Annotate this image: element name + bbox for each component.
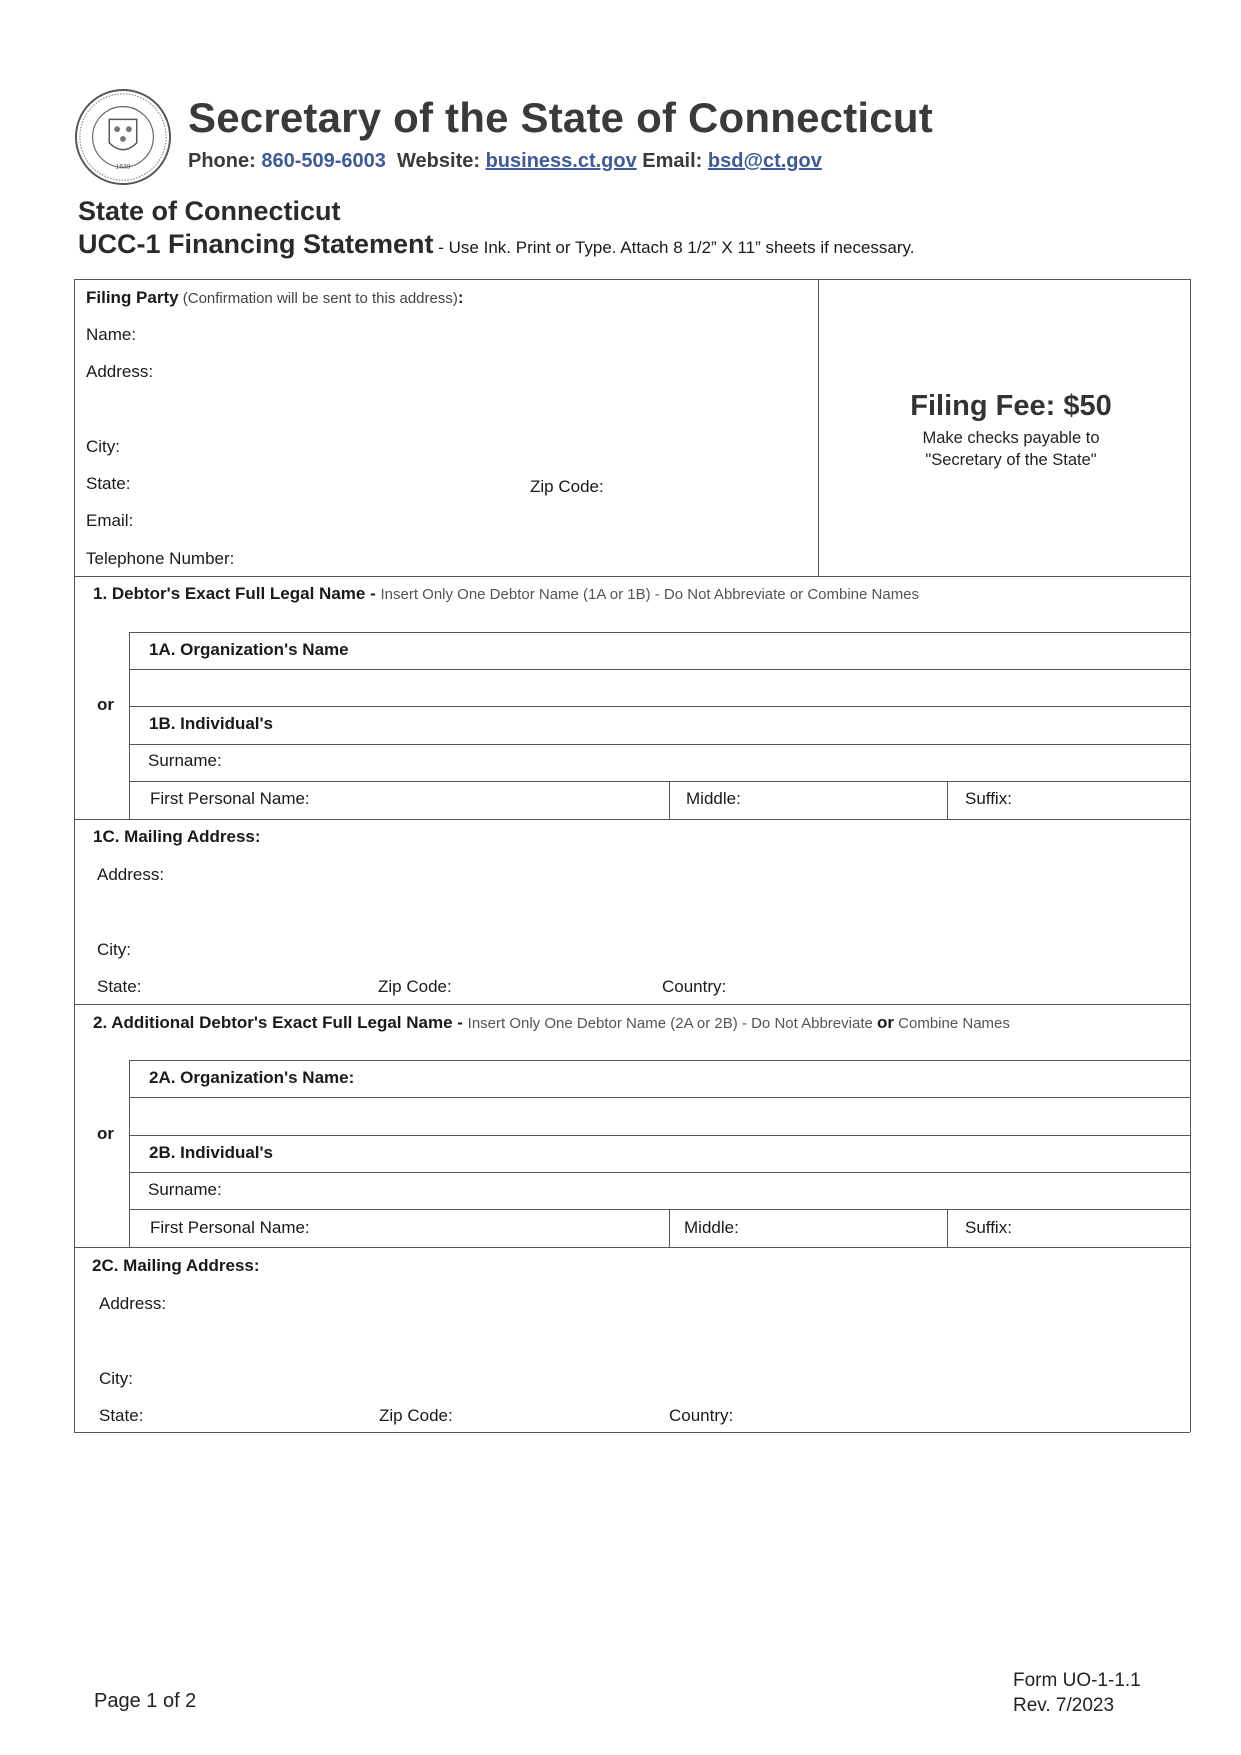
form-note: - Use Ink. Print or Type. Attach 8 1/2” X 11” sheets if necessary. [433,238,915,257]
debtor1-middle-field[interactable]: Middle: [686,789,741,808]
filing-telephone-field[interactable]: Telephone Number: [86,549,235,568]
debtor2-first-name-field[interactable]: First Personal Name: [150,1218,310,1237]
mailing1-address-field[interactable]: Address: [97,865,165,884]
svg-text:1639: 1639 [115,164,131,171]
debtor2-title: 2. Additional Debtor's Exact Full Legal Name - [93,1013,468,1032]
mailing2-country-field[interactable]: Country: [669,1406,734,1425]
website-link[interactable]: business.ct.gov [485,150,637,172]
page-number: Page 1 of 2 [94,1690,197,1712]
phone-label: Phone: [188,150,256,172]
debtor1-suffix-field[interactable]: Suffix: [965,789,1012,808]
mailing2-state-field[interactable]: State: [99,1406,144,1425]
email-label: Email: [642,150,703,172]
filing-fee-title: Filing Fee: $50 [910,390,1112,422]
form-name: UCC-1 Financing Statement [78,229,434,259]
debtor1-first-name-field[interactable]: First Personal Name: [150,789,310,808]
debtor1-or: or [97,695,114,714]
debtor2-surname-field[interactable]: Surname: [148,1180,222,1199]
filing-party-heading [86,288,464,308]
phone-number: 860-509-6003 [261,150,386,172]
mailing2-zip-field[interactable]: Zip Code: [379,1406,453,1425]
mailing1-country-field[interactable]: Country: [662,977,727,996]
debtor2-or: or [97,1124,114,1143]
email-link[interactable]: bsd@ct.gov [707,150,822,172]
revision-date: Rev. 7/2023 [1013,1695,1115,1716]
filing-fee-note [826,427,1196,471]
form-number: Form UO-1-1.1 [1013,1670,1141,1691]
state-seal-icon [74,88,172,186]
debtor2-org-name-label: 2A. Organization's Name: [149,1068,355,1087]
mailing1-state-field[interactable]: State: [97,977,142,996]
debtor2-instruction-a: Insert Only One Debtor Name (2A or 2B) - Do Not Abbreviate [467,1015,877,1032]
debtor1-individual-label: 1B. Individual's [149,714,274,733]
filing-email-field[interactable]: Email: [86,511,134,530]
debtor2-instruction-or: or [877,1013,894,1032]
debtor2-heading [93,1013,1010,1033]
debtor1-instruction: Insert Only One Debtor Name (1A or 1B) - Do Not Abbreviate or Combine Names [380,586,920,603]
debtor2-suffix-field[interactable]: Suffix: [965,1218,1012,1237]
contact-line [188,150,822,173]
state-heading: State of Connecticut [78,196,341,226]
fee-note-line2: "Secretary of the State" [925,451,1097,469]
mailing2-heading: 2C. Mailing Address: [92,1256,260,1275]
mailing1-heading: 1C. Mailing Address: [93,827,261,846]
filing-name-field[interactable]: Name: [86,325,137,344]
debtor2-org-name-field[interactable] [132,1100,1187,1132]
agency-title: Secretary of the State of Connecticut [188,94,933,141]
debtor1-title: 1. Debtor's Exact Full Legal Name - [93,584,381,603]
filing-zip-field[interactable]: Zip Code: [530,477,604,496]
filing-party-note: (Confirmation will be sent to this address) [178,290,458,307]
debtor1-org-name-label: 1A. Organization's Name [149,640,349,659]
debtor1-surname-field[interactable]: Surname: [148,751,222,770]
debtor1-heading [93,584,919,604]
debtor2-individual-label: 2B. Individual's [149,1143,274,1162]
debtor2-instruction-b: Combine Names [894,1015,1010,1032]
website-label: Website: [397,150,481,172]
filing-city-field[interactable]: City: [86,437,120,456]
filing-state-field[interactable]: State: [86,474,131,493]
filing-party-colon: : [457,288,464,307]
filing-address-field[interactable]: Address: [86,362,154,381]
form-title [78,229,915,260]
mailing2-city-field[interactable]: City: [99,1369,133,1388]
debtor1-org-name-field[interactable] [132,672,1187,704]
filing-party-title: Filing Party [86,288,179,307]
form-revision [1013,1668,1141,1718]
fee-note-line1: Make checks payable to [922,429,1100,447]
mailing1-city-field[interactable]: City: [97,940,131,959]
mailing1-zip-field[interactable]: Zip Code: [378,977,452,996]
mailing2-address-field[interactable]: Address: [99,1294,167,1313]
debtor2-middle-field[interactable]: Middle: [684,1218,739,1237]
